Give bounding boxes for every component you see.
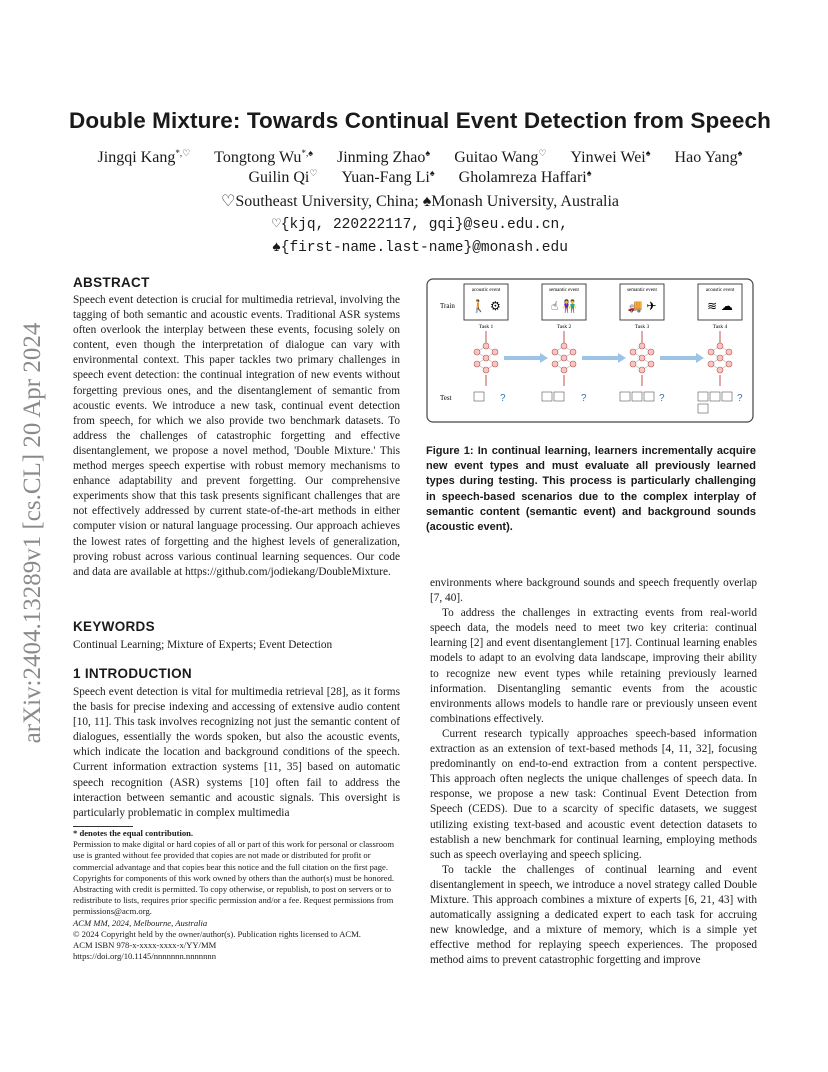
- author-affiliation-mark: *,♠: [301, 148, 313, 158]
- copyright-note: © 2024 Copyright held by the owner/author(s). Publication rights licensed to ACM.: [73, 928, 361, 939]
- affiliations: ♡Southeast University, China; ♠Monash University, Australia: [220, 193, 620, 210]
- test-event-box: [620, 392, 630, 401]
- author-affiliation-mark: *,♡: [175, 148, 191, 158]
- network-node: [717, 355, 723, 361]
- author-row2-2: Gholamreza Haffari♠: [458, 168, 592, 186]
- network-node: [483, 355, 489, 361]
- network-node: [648, 361, 654, 367]
- network-node: [474, 361, 480, 367]
- intro-paragraph-2: To address the challenges in extracting events from real-world speech data, the models need to meet two key criteria: continual learning [2] and event disentanglement [17]. Continual learning enables models to adapt to an evolving data landscape, improving their ability to recognize new event types while retaining previously learned information. Disentangling semantic events from the acoustic environments allows models to handle rare or previously unseen event combinations effectively.: [430, 607, 757, 725]
- intro-paragraph-4: To tackle the challenges of continual learning and event disentanglement in speech, we introduce a novel strategy called Double Mixture. This approach combines a mixture of experts [6, 21, 43] with automatically assigning a dedicated expert to each task for accruing new knowledge, and a mixture of memory, which is a simple yet effective method for replaying speech experiences. The proposed method aims to prevent catastrophic forgetting and improve: [430, 863, 757, 967]
- event-tile-label: semantic event: [549, 288, 579, 293]
- isbn-note: ACM ISBN 978-x-xxxx-xxxx-x/YY/MM: [73, 940, 217, 951]
- author-affiliation-mark: ♡: [538, 148, 547, 158]
- test-question-mark: ?: [581, 393, 587, 404]
- keywords-heading: KEYWORDS: [73, 619, 155, 634]
- footnote-rule: [73, 826, 133, 827]
- event-tile-label: acoustic event: [705, 288, 735, 293]
- test-rows: [474, 392, 743, 413]
- abstract-heading: ABSTRACT: [73, 275, 150, 290]
- network-node: [492, 361, 498, 367]
- network-node: [648, 349, 654, 355]
- event-icons: 🚶 ⚙: [471, 299, 501, 313]
- event-tile-label: semantic event: [627, 288, 657, 293]
- author-row2-0: Guilin Qi♡: [248, 168, 318, 186]
- network-node: [561, 343, 567, 349]
- network-node: [561, 367, 567, 373]
- figure-1-caption: Figure 1: In continual learning, learners incrementally acquire new event types and must evaluate all previously learned types during testing. This process is particularly challenging in speech-based scenarios due to the complex interplay of semantic content (semantic event) and background sounds (acoustic event).: [426, 445, 756, 534]
- intro-paragraph-1-continued: environments where background sounds and speech frequently overlap [7, 40].: [430, 577, 757, 605]
- test-event-box: [710, 392, 720, 401]
- venue-note: ACM MM, 2024, Melbourne, Australia: [73, 917, 208, 928]
- permission-note: Permission to make digital or hard copies of all or part of this work for personal or classroom use is granted without fee provided that copies are not made or distributed for profit or commercial advantage and that copies bear this notice and the full citation on the first page. Copyrights for components of this work owned by others than the author(s) must be honored. Abstracting with credit is permitted. To copy otherwise, or republish, to post on servers or to redistribute to lists, requires prior specific permission and/or a fee. Request permissions from permissions@acm.org.: [73, 839, 395, 917]
- event-icons: ≋ ☁: [707, 299, 733, 313]
- network-node: [717, 343, 723, 349]
- network-node: [483, 343, 489, 349]
- network-node: [474, 349, 480, 355]
- network-node: [630, 349, 636, 355]
- network-node: [570, 361, 576, 367]
- train-label: Train: [440, 302, 455, 310]
- network-node: [726, 361, 732, 367]
- intro-paragraph-3: Current research typically approaches speech-based information extraction as an extension of text-based methods [4, 11, 32], focusing predominantly on end-to-end extraction from a content perspective. This approach often neglects the unique challenges of speech data. In response, we propose a new task: Continual Event Detection from Speech (CEDS). Due to a scarcity of specific datasets, we suggest utilizing existing text-based and acoustic event detection datasets to establish a new benchmark for continual learning, employing methods such as speech overlaying and speech splicing.: [430, 727, 757, 861]
- event-icons: 🚚 ✈: [627, 299, 657, 313]
- keywords-text: [73, 638, 400, 653]
- training-tiles: [464, 284, 742, 320]
- author-affiliation-mark: ♡: [309, 168, 318, 178]
- author-0: Jingqi Kang*,♡: [97, 148, 191, 166]
- network-node: [483, 367, 489, 373]
- network-node: [708, 361, 714, 367]
- intro-paragraph-1: Speech event detection is vital for multimedia retrieval [28], as it forms the basis for precise indexing and accessing of extensive audio content [10, 11]. This task involves recognizing not just the semantic content of dialogues, essentially the words spoken, but also the acoustic events, which indicate the location and background conditions of the speech. Current information extraction systems [11, 35] based on automatic speech recognition (ASR) systems [10] often fail to address the interaction between semantic and acoustic signals. This oversight is particularly problematic in complex multimedia: [73, 686, 400, 819]
- test-event-box: [698, 404, 708, 413]
- test-event-box: [698, 392, 708, 401]
- author-4: Yinwei Wei♠: [570, 148, 651, 166]
- test-question-mark: ?: [500, 393, 506, 404]
- figure-1-diagram: [426, 278, 754, 423]
- introduction-text-left: [73, 685, 400, 821]
- test-event-box: [474, 392, 484, 401]
- author-affiliation-mark: ♠: [586, 168, 592, 178]
- transition-arrowhead: [540, 353, 548, 363]
- network-node: [726, 349, 732, 355]
- author-1: Tongtong Wu*,♠: [214, 148, 313, 166]
- arxiv-stamp: arXiv:2404.13289v1 [cs.CL] 20 Apr 2024: [19, 322, 46, 744]
- test-event-box: [722, 392, 732, 401]
- author-affiliation-mark: ♠: [737, 148, 743, 158]
- test-event-box: [632, 392, 642, 401]
- author-3: Guitao Wang♡: [454, 148, 547, 166]
- test-event-box: [644, 392, 654, 401]
- network-node: [561, 355, 567, 361]
- network-node: [708, 349, 714, 355]
- doi-note: https://doi.org/10.1145/nnnnnnn.nnnnnnn: [73, 951, 216, 962]
- transition-arrowhead: [618, 353, 626, 363]
- task-label: Task 4: [712, 324, 728, 330]
- author-affiliation-mark: ♠: [429, 168, 435, 178]
- network-node: [639, 355, 645, 361]
- network-node: [570, 349, 576, 355]
- event-tile-label: acoustic event: [471, 288, 501, 293]
- test-event-box: [542, 392, 552, 401]
- task-label: Task 3: [634, 324, 650, 330]
- network-node: [552, 349, 558, 355]
- task-label: Task 1: [478, 324, 494, 330]
- introduction-heading: 1 INTRODUCTION: [73, 666, 192, 681]
- network-node: [492, 349, 498, 355]
- author-5: Hao Yang♠: [674, 148, 743, 166]
- test-label: Test: [440, 394, 452, 402]
- equal-contribution-note: * denotes the equal contribution.: [73, 828, 194, 838]
- author-list-row1: [40, 148, 800, 167]
- task-columns: [474, 324, 732, 386]
- test-question-mark: ?: [737, 393, 743, 404]
- test-question-mark: ?: [659, 393, 665, 404]
- paper-title: Double Mixture: Towards Continual Event Detection from Speech: [68, 108, 771, 133]
- author-row2-1: Yuan-Fang Li♠: [341, 168, 435, 186]
- test-event-box: [554, 392, 564, 401]
- network-node: [630, 361, 636, 367]
- keywords-paragraph: Continual Learning; Mixture of Experts; Event Detection: [73, 639, 333, 651]
- network-node: [639, 343, 645, 349]
- email-monash: ♠{first-name.last-name}@monash.edu: [272, 240, 568, 256]
- network-node: [639, 367, 645, 373]
- author-affiliation-mark: ♠: [425, 148, 431, 158]
- footnotes: [73, 828, 400, 962]
- abstract-paragraph: Speech event detection is crucial for multimedia retrieval, involving the tagging of both semantic and acoustic events. Traditional ASR systems often overlook the interplay between these events, focusing solely on content, even though the interpretation of dialogue can vary with environmental context. This paper tackles two primary challenges in speech event detection: the continual integration of new events without forgetting previous ones, and the disentanglement of semantic from acoustic events. We introduce a new task, continual event detection from speech, for which we also provide two benchmark datasets. To address the challenges of catastrophic forgetting and effective disentanglement, we propose a novel method, 'Double Mixture.' This method merges speech expertise with robust memory mechanisms to enhance adaptability and prevent forgetting. Our comprehensive experiments show that this task presents significant challenges that are not effectively addressed by current state-of-the-art methods in either computer vision or natural language processing. Our approach achieves the lowest rates of forgetting and the highest levels of generalization, proving robust across various continual learning sequences. Our code and data are available at https://github.com/jodiekang/DoubleMixture.: [73, 294, 400, 578]
- event-icons: ☝ 👫: [550, 299, 578, 313]
- author-list-row2: [40, 168, 800, 187]
- author-2: Jinming Zhao♠: [336, 148, 431, 166]
- network-node: [717, 367, 723, 373]
- transition-arrowhead: [696, 353, 704, 363]
- abstract-text: [73, 293, 400, 580]
- email-seu: ♡{kjq, 220222117, gqi}@seu.edu.cn,: [272, 217, 568, 233]
- network-node: [552, 361, 558, 367]
- task-label: Task 2: [556, 324, 572, 330]
- introduction-text-right: [430, 576, 757, 968]
- author-affiliation-mark: ♠: [645, 148, 651, 158]
